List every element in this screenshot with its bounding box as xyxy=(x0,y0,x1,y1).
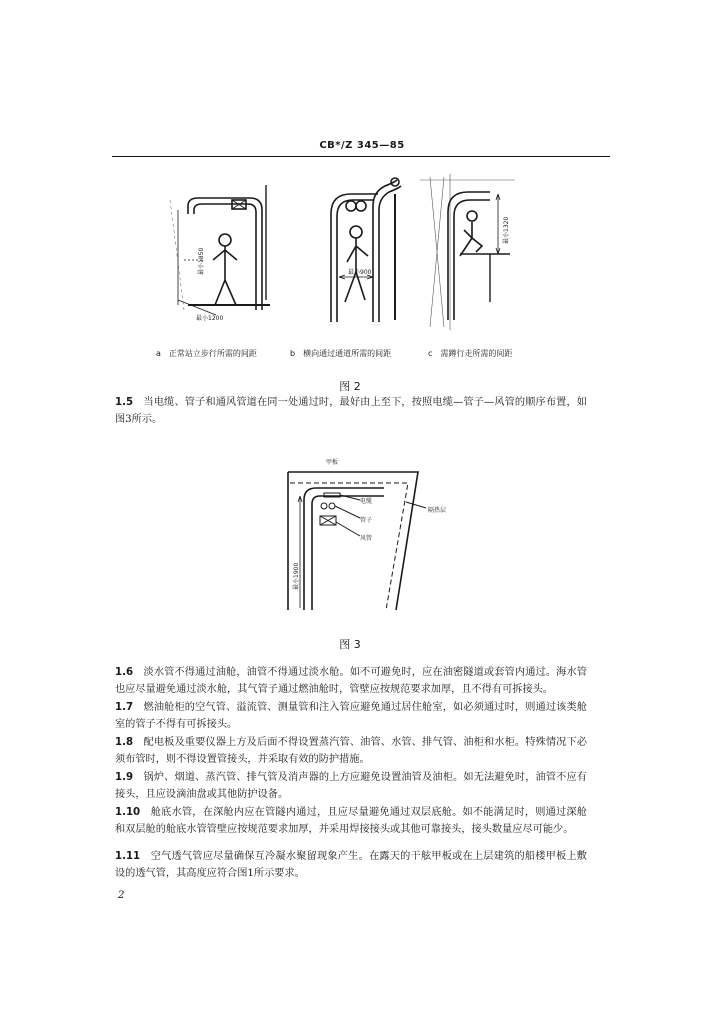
figure-2b-caption: b 横向通过通道所需的间距 xyxy=(290,349,392,358)
dim-label-2a-horizontal: 最小1200 xyxy=(196,315,224,322)
figure-2a-caption: a 正常站立步行所需的间距 xyxy=(156,349,257,358)
page-number: 2 xyxy=(118,890,125,901)
figure-2c-caption: c 需蹲行走所需的间距 xyxy=(428,349,513,358)
dim-label-2c: 最小1320 xyxy=(503,216,510,244)
paragraph-text: 锅炉、烟道、蒸汽管、排气管及消声器的上方应避免设置油管及油柜。如无法避免时，油管不应有接头，且应设滴油盘或其他防护设备。 xyxy=(115,772,587,801)
paragraph-text: 配电板及重要仪器上方及后面不得设置蒸汽管、油管、水管、排气管、油柜和水柜。特殊情况下必须布管时，则不得设置管接头，并采取有效的防护措施。 xyxy=(115,737,587,766)
cable-label: 电缆 xyxy=(360,498,373,505)
paragraph-number: 1.10 xyxy=(115,807,141,818)
dim-label-2b: 最小900 xyxy=(348,269,372,276)
paragraph-number: 1.7 xyxy=(115,702,134,713)
paragraph-text: 当电缆、管子和通风管道在同一处通过时，最好由上至下，按照电缆—管子—风管的顺序布置，如图3所示。 xyxy=(115,397,587,426)
paragraph-1-8 xyxy=(115,734,587,769)
deck-label: 甲板 xyxy=(326,459,339,466)
paragraph-1-10 xyxy=(115,804,587,839)
pipe-label: 管子 xyxy=(360,517,373,524)
figure-3-drawing xyxy=(280,450,470,612)
paragraph-number: 1.9 xyxy=(115,772,134,783)
paragraph-text: 淡水管不得通过油舱，油管不得通过淡水舱。如不可避免时，应在油密隧道或套管内通过。海水管也应尽量避免通过淡水舱，其气管子通过燃油舱时，管壁应按规范要求加厚，且不得有可拆接头。 xyxy=(115,667,587,696)
paragraph-number: 1.6 xyxy=(115,667,134,678)
paragraph-1-9 xyxy=(115,769,587,804)
figure-2b-drawing xyxy=(323,172,408,327)
figure-2a-drawing xyxy=(170,180,270,330)
height-dimension-label: 最小1900 xyxy=(293,562,300,590)
paragraph-number: 1.8 xyxy=(115,737,134,748)
paragraph-number: 1.11 xyxy=(115,851,141,862)
paragraph-text: 舱底水管，在深舱内应在管隧内通过，且应尽量避免通过双层底舱。如不能满足时，则通过深舱和双层舱的舱底水管管壁应按规范要求加厚，并采用焊接接头或其他可靠接头，接头数量应尽可能少。 xyxy=(115,807,587,836)
dim-label-2a-vertical: 最小1850 xyxy=(198,247,205,275)
paragraph-1-5 xyxy=(115,394,587,429)
figure-2-label: 图 2 xyxy=(339,380,361,393)
paragraph-1-7 xyxy=(115,699,587,734)
standard-code-header: CB*/Z 345—85 xyxy=(319,140,405,151)
paragraph-text: 空气透气管应尽量确保互冷凝水聚留现象产生。在露天的干舷甲板或在上层建筑的船楼甲板上敷设的透气管，其高度应符合图1所示要求。 xyxy=(115,851,587,880)
insulation-label: 隔热层 xyxy=(428,507,447,514)
paragraph-text: 燃油舱柜的空气管、溢流管、测量管和注入管应避免通过居住舱室，如必须通过时，则通过该类舱室的管子不得有可拆接头。 xyxy=(115,702,587,731)
paragraph-number: 1.5 xyxy=(115,397,134,408)
paragraph-1-11 xyxy=(115,848,587,883)
figure-2c-drawing xyxy=(420,172,515,332)
duct-label: 风管 xyxy=(360,535,373,542)
figure-3-label: 图 3 xyxy=(339,638,361,651)
header-rule xyxy=(112,156,610,157)
paragraph-1-6 xyxy=(115,664,587,699)
